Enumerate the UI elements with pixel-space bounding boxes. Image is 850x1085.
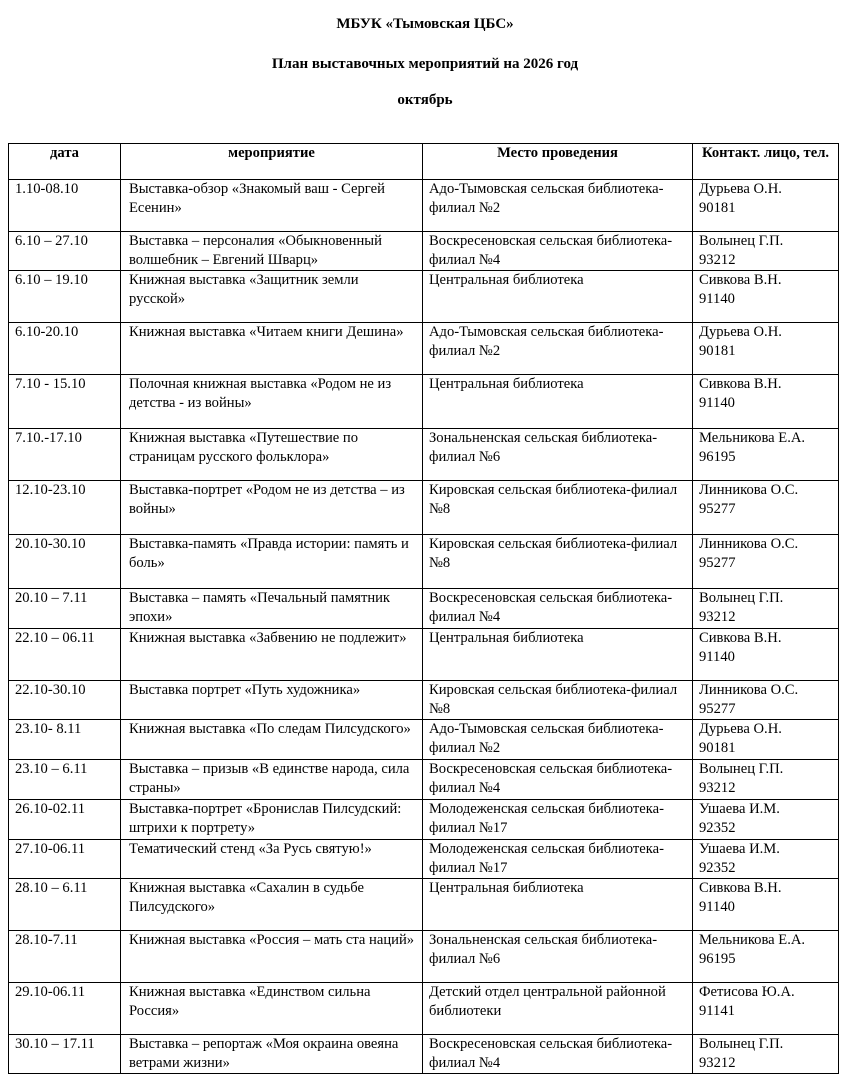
cell-place: Молодеженская сельская библиотека-филиал №17 <box>423 840 693 879</box>
table-row <box>9 271 839 323</box>
contact-phone: 96195 <box>699 951 736 967</box>
column-header-event: мероприятие <box>121 144 423 180</box>
cell-event: Тематический стенд «За Русь святую!» <box>121 840 423 879</box>
cell-event: Выставка портрет «Путь художника» <box>121 681 423 720</box>
cell-place: Воскресеновская сельская библиотека-филиал №4 <box>423 232 693 271</box>
cell-date: 27.10-06.11 <box>9 840 121 879</box>
cell-place: Центральная библиотека <box>423 375 693 429</box>
column-header-date: дата <box>9 144 121 180</box>
cell-contact <box>693 535 839 589</box>
cell-place: Центральная библиотека <box>423 271 693 323</box>
cell-contact <box>693 232 839 271</box>
cell-place: Зональненская сельская библиотека-филиал №6 <box>423 429 693 481</box>
cell-event: Книжная выставка «Россия – мать ста наций» <box>121 931 423 983</box>
cell-place: Адо-Тымовская сельская библиотека-филиал №2 <box>423 720 693 760</box>
cell-contact <box>693 879 839 931</box>
cell-place: Адо-Тымовская сельская библиотека-филиал №2 <box>423 180 693 232</box>
column-header-place: Место проведения <box>423 144 693 180</box>
cell-place: Воскресеновская сельская библиотека-филиал №4 <box>423 760 693 800</box>
cell-event: Книжная выставка «Единством сильна Россия» <box>121 983 423 1035</box>
cell-event: Книжная выставка «По следам Пилсудского» <box>121 720 423 760</box>
cell-place: Центральная библиотека <box>423 629 693 681</box>
cell-event: Выставка – репортаж «Моя окраина овеяна ветрами жизни» <box>121 1035 423 1074</box>
cell-place: Кировская сельская библиотека-филиал №8 <box>423 481 693 535</box>
cell-event: Выставка-портрет «Родом не из детства – из войны» <box>121 481 423 535</box>
cell-date: 28.10-7.11 <box>9 931 121 983</box>
table-row <box>9 800 839 840</box>
contact-name: Линникова О.С. <box>699 682 799 698</box>
contact-name: Ушаева И.М. <box>699 841 780 857</box>
cell-place: Зональненская сельская библиотека-филиал №6 <box>423 931 693 983</box>
cell-contact <box>693 629 839 681</box>
cell-event: Выставка – память «Печальный памятник эпохи» <box>121 589 423 629</box>
cell-event: Выставка-портрет «Бронислав Пилсудский: штрихи к портрету» <box>121 800 423 840</box>
cell-date: 1.10-08.10 <box>9 180 121 232</box>
contact-name: Дурьева О.Н. <box>699 324 782 340</box>
contact-phone: 90181 <box>699 200 736 216</box>
cell-event: Выставка-память «Правда истории: память и боль» <box>121 535 423 589</box>
cell-contact <box>693 323 839 375</box>
cell-date: 26.10-02.11 <box>9 800 121 840</box>
cell-event: Книжная выставка «Путешествие по страницам русского фольклора» <box>121 429 423 481</box>
contact-phone: 92352 <box>699 820 736 836</box>
contact-name: Сивкова В.Н. <box>699 376 782 392</box>
contact-phone: 91140 <box>699 899 735 915</box>
contact-name: Дурьева О.Н. <box>699 721 782 737</box>
contact-name: Сивкова В.Н. <box>699 272 782 288</box>
cell-place: Воскресеновская сельская библиотека-филиал №4 <box>423 589 693 629</box>
table-body <box>9 180 839 1074</box>
cell-event: Книжная выставка «Забвению не подлежит» <box>121 629 423 681</box>
plan-title: План выставочных мероприятий на 2026 год <box>271 56 579 72</box>
month-title: октябрь <box>397 92 453 108</box>
contact-name: Мельникова Е.А. <box>699 932 806 948</box>
cell-date: 7.10 - 15.10 <box>9 375 121 429</box>
contact-name: Волынец Г.П. <box>699 761 784 777</box>
cell-date: 6.10 – 27.10 <box>9 232 121 271</box>
contact-phone: 90181 <box>699 740 736 756</box>
events-table <box>8 143 839 1074</box>
table-row <box>9 879 839 931</box>
cell-contact <box>693 931 839 983</box>
cell-contact <box>693 481 839 535</box>
contact-phone: 96195 <box>699 449 736 465</box>
cell-contact <box>693 1035 839 1074</box>
table-row <box>9 535 839 589</box>
contact-phone: 93212 <box>699 1055 736 1071</box>
cell-date: 6.10-20.10 <box>9 323 121 375</box>
cell-contact <box>693 681 839 720</box>
contact-phone: 91141 <box>699 1003 735 1019</box>
cell-contact <box>693 983 839 1035</box>
cell-date: 28.10 – 6.11 <box>9 879 121 931</box>
table-row <box>9 323 839 375</box>
contact-phone: 92352 <box>699 860 736 876</box>
cell-date: 20.10-30.10 <box>9 535 121 589</box>
contact-phone: 91140 <box>699 649 735 665</box>
cell-contact <box>693 180 839 232</box>
table-row <box>9 840 839 879</box>
table-row <box>9 983 839 1035</box>
cell-event: Книжная выставка «Защитник земли русской» <box>121 271 423 323</box>
organization-title: МБУК «Тымовская ЦБС» <box>336 16 514 32</box>
column-header-contact: Контакт. лицо, тел. <box>693 144 839 180</box>
contact-phone: 95277 <box>699 701 736 717</box>
cell-date: 29.10-06.11 <box>9 983 121 1035</box>
contact-phone: 95277 <box>699 555 736 571</box>
contact-name: Сивкова В.Н. <box>699 630 782 646</box>
table-row <box>9 720 839 760</box>
contact-name: Линникова О.С. <box>699 482 799 498</box>
contact-name: Волынец Г.П. <box>699 590 784 606</box>
contact-name: Дурьева О.Н. <box>699 181 782 197</box>
cell-contact <box>693 800 839 840</box>
cell-place: Кировская сельская библиотека-филиал №8 <box>423 681 693 720</box>
contact-phone: 93212 <box>699 609 736 625</box>
contact-phone: 90181 <box>699 343 736 359</box>
contact-name: Волынец Г.П. <box>699 1036 784 1052</box>
table-row <box>9 481 839 535</box>
cell-date: 23.10- 8.11 <box>9 720 121 760</box>
contact-phone: 91140 <box>699 395 735 411</box>
cell-place: Кировская сельская библиотека-филиал №8 <box>423 535 693 589</box>
cell-contact <box>693 271 839 323</box>
table-row <box>9 629 839 681</box>
cell-event: Выставка – призыв «В единстве народа, сила страны» <box>121 760 423 800</box>
cell-date: 22.10 – 06.11 <box>9 629 121 681</box>
contact-name: Линникова О.С. <box>699 536 799 552</box>
cell-place: Воскресеновская сельская библиотека-филиал №4 <box>423 1035 693 1074</box>
contact-phone: 93212 <box>699 780 736 796</box>
contact-phone: 93212 <box>699 252 736 268</box>
cell-event: Книжная выставка «Читаем книги Дешина» <box>121 323 423 375</box>
cell-date: 20.10 – 7.11 <box>9 589 121 629</box>
cell-contact <box>693 760 839 800</box>
cell-date: 12.10-23.10 <box>9 481 121 535</box>
cell-contact <box>693 589 839 629</box>
table-row <box>9 931 839 983</box>
table-header-row <box>9 144 839 180</box>
cell-date: 6.10 – 19.10 <box>9 271 121 323</box>
contact-name: Фетисова Ю.А. <box>699 984 795 1000</box>
cell-date: 23.10 – 6.11 <box>9 760 121 800</box>
contact-phone: 91140 <box>699 291 735 307</box>
cell-place: Центральная библиотека <box>423 879 693 931</box>
contact-name: Ушаева И.М. <box>699 801 780 817</box>
table-row <box>9 589 839 629</box>
table-row <box>9 429 839 481</box>
table-row <box>9 760 839 800</box>
cell-date: 7.10.-17.10 <box>9 429 121 481</box>
contact-name: Мельникова Е.А. <box>699 430 806 446</box>
cell-contact <box>693 375 839 429</box>
cell-event: Полочная книжная выставка «Родом не из детства - из войны» <box>121 375 423 429</box>
cell-event: Выставка – персоналия «Обыкновенный волшебник – Евгений Шварц» <box>121 232 423 271</box>
cell-contact <box>693 840 839 879</box>
contact-phone: 95277 <box>699 501 736 517</box>
cell-date: 30.10 – 17.11 <box>9 1035 121 1074</box>
table-row <box>9 1035 839 1074</box>
cell-contact <box>693 720 839 760</box>
cell-place: Молодеженская сельская библиотека-филиал №17 <box>423 800 693 840</box>
table-row <box>9 180 839 232</box>
contact-name: Сивкова В.Н. <box>699 880 782 896</box>
cell-place: Адо-Тымовская сельская библиотека-филиал №2 <box>423 323 693 375</box>
table-row <box>9 375 839 429</box>
cell-contact <box>693 429 839 481</box>
table-row <box>9 232 839 271</box>
contact-name: Волынец Г.П. <box>699 233 784 249</box>
cell-date: 22.10-30.10 <box>9 681 121 720</box>
cell-event: Выставка-обзор «Знакомый ваш - Сергей Есенин» <box>121 180 423 232</box>
cell-event: Книжная выставка «Сахалин в судьбе Пилсудского» <box>121 879 423 931</box>
cell-place: Детский отдел центральной районной библиотеки <box>423 983 693 1035</box>
table-row <box>9 681 839 720</box>
